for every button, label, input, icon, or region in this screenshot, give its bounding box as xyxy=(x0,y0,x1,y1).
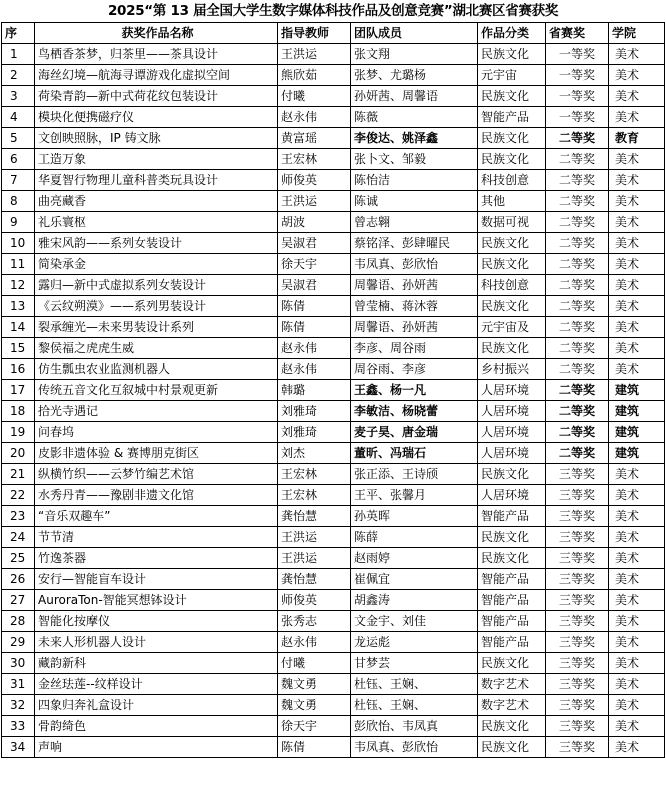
table-row xyxy=(2,653,665,674)
header-award: 省赛奖 xyxy=(546,23,609,44)
table-row xyxy=(2,275,665,296)
table-row xyxy=(2,170,665,191)
table-row xyxy=(2,128,665,149)
cell-seq: 27 xyxy=(2,590,35,611)
cell-school: 美术 xyxy=(609,44,665,65)
cell-award: 三等奖 xyxy=(546,716,609,737)
cell-award: 三等奖 xyxy=(546,674,609,695)
cell-team-members: 崔佩宜 xyxy=(351,569,478,590)
cell-seq: 25 xyxy=(2,548,35,569)
table-row xyxy=(2,527,665,548)
cell-award: 二等奖 xyxy=(546,359,609,380)
cell-teacher: 魏文勇 xyxy=(278,695,351,716)
cell-seq: 17 xyxy=(2,380,35,401)
cell-work-name: 华夏智行物理儿童科普类玩具设计 xyxy=(35,170,278,191)
cell-seq: 1 xyxy=(2,44,35,65)
table-row xyxy=(2,86,665,107)
cell-teacher: 熊欣茹 xyxy=(278,65,351,86)
cell-seq: 11 xyxy=(2,254,35,275)
cell-school: 美术 xyxy=(609,170,665,191)
awards-table xyxy=(1,22,665,758)
cell-work-name: 节节清 xyxy=(35,527,278,548)
cell-school: 美术 xyxy=(609,737,665,758)
cell-team-members: 张文翔 xyxy=(351,44,478,65)
cell-work-name: 雅宋风韵——系列女装设计 xyxy=(35,233,278,254)
page-title: 2025“第 13 届全国大学生数字媒体科技作品及创意竞赛”湖北赛区省赛获奖 xyxy=(107,3,559,19)
cell-award: 一等奖 xyxy=(546,107,609,128)
cell-category: 智能产品 xyxy=(478,590,546,611)
cell-teacher: 师俊英 xyxy=(278,590,351,611)
cell-work-name: 曲亮藏香 xyxy=(35,191,278,212)
table-row xyxy=(2,107,665,128)
cell-category: 人居环境 xyxy=(478,380,546,401)
cell-category: 民族文化 xyxy=(478,338,546,359)
cell-award: 一等奖 xyxy=(546,86,609,107)
cell-category: 元宇宙及 xyxy=(478,317,546,338)
cell-work-name: 传统五音文化互叙城中村景观更新 xyxy=(35,380,278,401)
cell-work-name: 工造万象 xyxy=(35,149,278,170)
cell-award: 二等奖 xyxy=(546,317,609,338)
cell-seq: 2 xyxy=(2,65,35,86)
cell-teacher: 王洪运 xyxy=(278,548,351,569)
cell-award: 二等奖 xyxy=(546,422,609,443)
cell-team-members: 孙英晖 xyxy=(351,506,478,527)
cell-category: 数据可视 xyxy=(478,212,546,233)
cell-work-name: 金丝珐莲--纹样设计 xyxy=(35,674,278,695)
cell-award: 二等奖 xyxy=(546,149,609,170)
cell-team-members: 韦凤真、彭欣怡 xyxy=(351,737,478,758)
cell-school: 美术 xyxy=(609,653,665,674)
cell-seq: 19 xyxy=(2,422,35,443)
cell-team-members: 李俊达、姚泽鑫 xyxy=(351,128,478,149)
cell-teacher: 赵永伟 xyxy=(278,107,351,128)
cell-team-members: 李彦、周谷雨 xyxy=(351,338,478,359)
table-row xyxy=(2,590,665,611)
cell-school: 美术 xyxy=(609,296,665,317)
header-category: 作品分类 xyxy=(478,23,546,44)
cell-teacher: 王洪运 xyxy=(278,191,351,212)
header-teacher: 指导教师 xyxy=(278,23,351,44)
cell-school: 美术 xyxy=(609,107,665,128)
cell-category: 智能产品 xyxy=(478,611,546,632)
cell-school: 美术 xyxy=(609,65,665,86)
cell-work-name: 智能化按摩仪 xyxy=(35,611,278,632)
cell-award: 二等奖 xyxy=(546,254,609,275)
cell-school: 美术 xyxy=(609,527,665,548)
cell-work-name: 露归—新中式虚拟系列女装设计 xyxy=(35,275,278,296)
cell-work-name: 海丝幻境—航海寻谭游戏化虚拟空间 xyxy=(35,65,278,86)
cell-school: 美术 xyxy=(609,212,665,233)
cell-team-members: 麦子昊、唐金瑞 xyxy=(351,422,478,443)
cell-team-members: 王鑫、杨一凡 xyxy=(351,380,478,401)
cell-seq: 4 xyxy=(2,107,35,128)
cell-seq: 29 xyxy=(2,632,35,653)
cell-team-members: 甘梦芸 xyxy=(351,653,478,674)
cell-team-members: 胡鑫涛 xyxy=(351,590,478,611)
cell-team-members: 曾志翱 xyxy=(351,212,478,233)
cell-seq: 34 xyxy=(2,737,35,758)
cell-award: 三等奖 xyxy=(546,464,609,485)
cell-award: 一等奖 xyxy=(546,44,609,65)
cell-award: 三等奖 xyxy=(546,737,609,758)
cell-school: 美术 xyxy=(609,695,665,716)
cell-work-name: 骨韵绮色 xyxy=(35,716,278,737)
cell-work-name: 模块化便携磁疗仪 xyxy=(35,107,278,128)
cell-award: 一等奖 xyxy=(546,65,609,86)
cell-team-members: 杜钰、王娴、 xyxy=(351,695,478,716)
cell-work-name: 四象归奔礼盒设计 xyxy=(35,695,278,716)
cell-teacher: 赵永伟 xyxy=(278,338,351,359)
cell-seq: 24 xyxy=(2,527,35,548)
cell-teacher: 刘雅琦 xyxy=(278,401,351,422)
cell-school: 美术 xyxy=(609,317,665,338)
cell-seq: 5 xyxy=(2,128,35,149)
cell-seq: 14 xyxy=(2,317,35,338)
cell-teacher: 付曦 xyxy=(278,86,351,107)
cell-award: 二等奖 xyxy=(546,128,609,149)
cell-seq: 15 xyxy=(2,338,35,359)
cell-teacher: 刘雅琦 xyxy=(278,422,351,443)
cell-category: 智能产品 xyxy=(478,569,546,590)
cell-work-name: 声响 xyxy=(35,737,278,758)
cell-category: 乡村振兴 xyxy=(478,359,546,380)
table-header-row xyxy=(2,23,665,44)
cell-school: 美术 xyxy=(609,149,665,170)
cell-work-name: 纵横竹织——云梦竹编艺术馆 xyxy=(35,464,278,485)
cell-award: 三等奖 xyxy=(546,632,609,653)
cell-teacher: 胡波 xyxy=(278,212,351,233)
cell-category: 民族文化 xyxy=(478,737,546,758)
cell-category: 数字艺术 xyxy=(478,695,546,716)
cell-seq: 18 xyxy=(2,401,35,422)
cell-teacher: 王宏林 xyxy=(278,485,351,506)
cell-teacher: 王洪运 xyxy=(278,527,351,548)
cell-school: 建筑 xyxy=(609,401,665,422)
cell-seq: 13 xyxy=(2,296,35,317)
cell-award: 三等奖 xyxy=(546,485,609,506)
table-row xyxy=(2,44,665,65)
cell-award: 二等奖 xyxy=(546,191,609,212)
cell-team-members: 周馨语、孙妍茜 xyxy=(351,275,478,296)
cell-work-name: 仿生瓢虫农业监测机器人 xyxy=(35,359,278,380)
cell-team-members: 陈诚 xyxy=(351,191,478,212)
cell-work-name: 《云纹朔漠》——系列男装设计 xyxy=(35,296,278,317)
table-row xyxy=(2,695,665,716)
cell-teacher: 陈倩 xyxy=(278,317,351,338)
cell-award: 二等奖 xyxy=(546,275,609,296)
cell-school: 美术 xyxy=(609,506,665,527)
table-row xyxy=(2,401,665,422)
cell-work-name: 裂承缠光—未来男装设计系列 xyxy=(35,317,278,338)
cell-team-members: 张梦、尤璐杨 xyxy=(351,65,478,86)
cell-teacher: 龚怡慧 xyxy=(278,569,351,590)
cell-category: 人居环境 xyxy=(478,443,546,464)
cell-award: 三等奖 xyxy=(546,653,609,674)
cell-category: 民族文化 xyxy=(478,254,546,275)
cell-seq: 23 xyxy=(2,506,35,527)
table-row xyxy=(2,296,665,317)
cell-award: 二等奖 xyxy=(546,443,609,464)
cell-team-members: 杜钰、王娴、 xyxy=(351,674,478,695)
cell-seq: 8 xyxy=(2,191,35,212)
cell-category: 智能产品 xyxy=(478,506,546,527)
cell-teacher: 龚怡慧 xyxy=(278,506,351,527)
cell-team-members: 张正添、王诗颀 xyxy=(351,464,478,485)
cell-award: 二等奖 xyxy=(546,233,609,254)
cell-award: 三等奖 xyxy=(546,506,609,527)
cell-school: 建筑 xyxy=(609,443,665,464)
cell-work-name: “音乐双趣车” xyxy=(35,506,278,527)
table-row xyxy=(2,674,665,695)
cell-category: 人居环境 xyxy=(478,422,546,443)
cell-school: 美术 xyxy=(609,548,665,569)
table-row xyxy=(2,737,665,758)
cell-school: 教育 xyxy=(609,128,665,149)
cell-seq: 28 xyxy=(2,611,35,632)
table-row xyxy=(2,191,665,212)
cell-teacher: 徐天宇 xyxy=(278,716,351,737)
cell-category: 民族文化 xyxy=(478,86,546,107)
cell-team-members: 曾莹楠、蒋沐蓉 xyxy=(351,296,478,317)
table-body xyxy=(2,44,665,758)
table-row xyxy=(2,716,665,737)
cell-seq: 30 xyxy=(2,653,35,674)
cell-teacher: 赵永伟 xyxy=(278,632,351,653)
cell-award: 二等奖 xyxy=(546,212,609,233)
cell-seq: 21 xyxy=(2,464,35,485)
cell-team-members: 董昕、冯瑞石 xyxy=(351,443,478,464)
cell-category: 科技创意 xyxy=(478,170,546,191)
table-row xyxy=(2,65,665,86)
cell-award: 三等奖 xyxy=(546,590,609,611)
cell-category: 民族文化 xyxy=(478,464,546,485)
table-row xyxy=(2,569,665,590)
cell-teacher: 黄富瑶 xyxy=(278,128,351,149)
table-row xyxy=(2,464,665,485)
cell-team-members: 周馨语、孙妍茜 xyxy=(351,317,478,338)
cell-award: 二等奖 xyxy=(546,170,609,191)
cell-award: 二等奖 xyxy=(546,338,609,359)
cell-category: 民族文化 xyxy=(478,296,546,317)
cell-teacher: 张秀志 xyxy=(278,611,351,632)
cell-work-name: 竹逸茶器 xyxy=(35,548,278,569)
cell-teacher: 王洪运 xyxy=(278,44,351,65)
cell-seq: 33 xyxy=(2,716,35,737)
cell-work-name: 未来人形机器人设计 xyxy=(35,632,278,653)
cell-seq: 7 xyxy=(2,170,35,191)
cell-teacher: 付曦 xyxy=(278,653,351,674)
cell-seq: 16 xyxy=(2,359,35,380)
cell-seq: 32 xyxy=(2,695,35,716)
cell-team-members: 陈薛 xyxy=(351,527,478,548)
cell-team-members: 赵雨婷 xyxy=(351,548,478,569)
cell-teacher: 陈倩 xyxy=(278,737,351,758)
cell-team-members: 龙运彪 xyxy=(351,632,478,653)
cell-work-name: 鸟栖香茶梦，归茶里——茶具设计 xyxy=(35,44,278,65)
cell-award: 二等奖 xyxy=(546,296,609,317)
cell-school: 美术 xyxy=(609,191,665,212)
header-work-name: 获奖作品名称 xyxy=(35,23,278,44)
cell-category: 科技创意 xyxy=(478,275,546,296)
cell-work-name: 礼乐寰枢 xyxy=(35,212,278,233)
cell-work-name: 藏韵新科 xyxy=(35,653,278,674)
cell-teacher: 吴淑君 xyxy=(278,233,351,254)
cell-school: 美术 xyxy=(609,485,665,506)
table-row xyxy=(2,359,665,380)
table-row xyxy=(2,149,665,170)
cell-team-members: 蔡铭泽、彭肆曜民 xyxy=(351,233,478,254)
cell-work-name: 水秀丹青——豫剧非遗文化馆 xyxy=(35,485,278,506)
cell-category: 智能产品 xyxy=(478,107,546,128)
header-school: 学院 xyxy=(609,23,665,44)
cell-teacher: 徐天宇 xyxy=(278,254,351,275)
table-row xyxy=(2,548,665,569)
cell-category: 元宇宙 xyxy=(478,65,546,86)
cell-work-name: 荷染青韵—新中式荷花纹包装设计 xyxy=(35,86,278,107)
table-row xyxy=(2,233,665,254)
cell-work-name: 拾光寺遇记 xyxy=(35,401,278,422)
cell-school: 美术 xyxy=(609,611,665,632)
cell-category: 民族文化 xyxy=(478,233,546,254)
cell-award: 三等奖 xyxy=(546,695,609,716)
cell-award: 二等奖 xyxy=(546,401,609,422)
cell-category: 数字艺术 xyxy=(478,674,546,695)
table-row xyxy=(2,254,665,275)
cell-award: 三等奖 xyxy=(546,527,609,548)
cell-teacher: 赵永伟 xyxy=(278,359,351,380)
cell-work-name: 简染承金 xyxy=(35,254,278,275)
cell-work-name: 安行—智能盲车设计 xyxy=(35,569,278,590)
cell-teacher: 吴淑君 xyxy=(278,275,351,296)
cell-category: 民族文化 xyxy=(478,44,546,65)
cell-school: 美术 xyxy=(609,632,665,653)
cell-teacher: 陈倩 xyxy=(278,296,351,317)
cell-teacher: 师俊英 xyxy=(278,170,351,191)
cell-team-members: 王平、张馨月 xyxy=(351,485,478,506)
cell-seq: 20 xyxy=(2,443,35,464)
cell-category: 民族文化 xyxy=(478,716,546,737)
cell-school: 美术 xyxy=(609,590,665,611)
cell-seq: 6 xyxy=(2,149,35,170)
cell-team-members: 周谷雨、李彦 xyxy=(351,359,478,380)
cell-category: 人居环境 xyxy=(478,485,546,506)
cell-award: 三等奖 xyxy=(546,548,609,569)
cell-seq: 3 xyxy=(2,86,35,107)
cell-team-members: 李敏洁、杨晓蕾 xyxy=(351,401,478,422)
cell-category: 智能产品 xyxy=(478,632,546,653)
cell-school: 建筑 xyxy=(609,380,665,401)
cell-team-members: 陈怡洁 xyxy=(351,170,478,191)
cell-school: 美术 xyxy=(609,275,665,296)
table-row xyxy=(2,485,665,506)
cell-seq: 31 xyxy=(2,674,35,695)
cell-category: 民族文化 xyxy=(478,548,546,569)
header-seq: 序 xyxy=(2,23,35,44)
cell-school: 美术 xyxy=(609,86,665,107)
cell-category: 民族文化 xyxy=(478,527,546,548)
table-row xyxy=(2,443,665,464)
cell-school: 美术 xyxy=(609,569,665,590)
cell-teacher: 王宏林 xyxy=(278,464,351,485)
cell-seq: 22 xyxy=(2,485,35,506)
cell-work-name: 皮影非遗体验 & 赛博朋克街区 xyxy=(35,443,278,464)
cell-seq: 12 xyxy=(2,275,35,296)
cell-teacher: 刘杰 xyxy=(278,443,351,464)
cell-work-name: AuroraTon-智能冥想钵设计 xyxy=(35,590,278,611)
cell-work-name: 文创映照脉，IP 铸文脉 xyxy=(35,128,278,149)
cell-teacher: 魏文勇 xyxy=(278,674,351,695)
cell-school: 美术 xyxy=(609,338,665,359)
table-row xyxy=(2,380,665,401)
cell-award: 三等奖 xyxy=(546,611,609,632)
cell-seq: 9 xyxy=(2,212,35,233)
table-row xyxy=(2,422,665,443)
cell-category: 民族文化 xyxy=(478,653,546,674)
cell-school: 美术 xyxy=(609,674,665,695)
table-row xyxy=(2,317,665,338)
cell-school: 美术 xyxy=(609,359,665,380)
header-team-members: 团队成员 xyxy=(351,23,478,44)
cell-category: 民族文化 xyxy=(478,149,546,170)
cell-work-name: 黎侯福之虎虎生威 xyxy=(35,338,278,359)
cell-teacher: 王宏林 xyxy=(278,149,351,170)
cell-seq: 26 xyxy=(2,569,35,590)
cell-award: 三等奖 xyxy=(546,569,609,590)
cell-school: 美术 xyxy=(609,716,665,737)
cell-team-members: 文金宇、刘佳 xyxy=(351,611,478,632)
cell-category: 其他 xyxy=(478,191,546,212)
cell-school: 建筑 xyxy=(609,422,665,443)
cell-category: 人居环境 xyxy=(478,401,546,422)
table-row xyxy=(2,506,665,527)
cell-school: 美术 xyxy=(609,254,665,275)
cell-school: 美术 xyxy=(609,464,665,485)
table-row xyxy=(2,212,665,233)
cell-teacher: 韩璐 xyxy=(278,380,351,401)
table-row xyxy=(2,611,665,632)
cell-work-name: 问春坞 xyxy=(35,422,278,443)
cell-school: 美术 xyxy=(609,233,665,254)
cell-team-members: 张卜文、邹毅 xyxy=(351,149,478,170)
cell-award: 二等奖 xyxy=(546,380,609,401)
table-row xyxy=(2,632,665,653)
cell-category: 民族文化 xyxy=(478,128,546,149)
cell-team-members: 彭欣怡、韦凤真 xyxy=(351,716,478,737)
cell-team-members: 陈薇 xyxy=(351,107,478,128)
cell-team-members: 孙妍茜、周馨语 xyxy=(351,86,478,107)
table-row xyxy=(2,338,665,359)
cell-team-members: 韦凤真、彭欣怡 xyxy=(351,254,478,275)
cell-seq: 10 xyxy=(2,233,35,254)
